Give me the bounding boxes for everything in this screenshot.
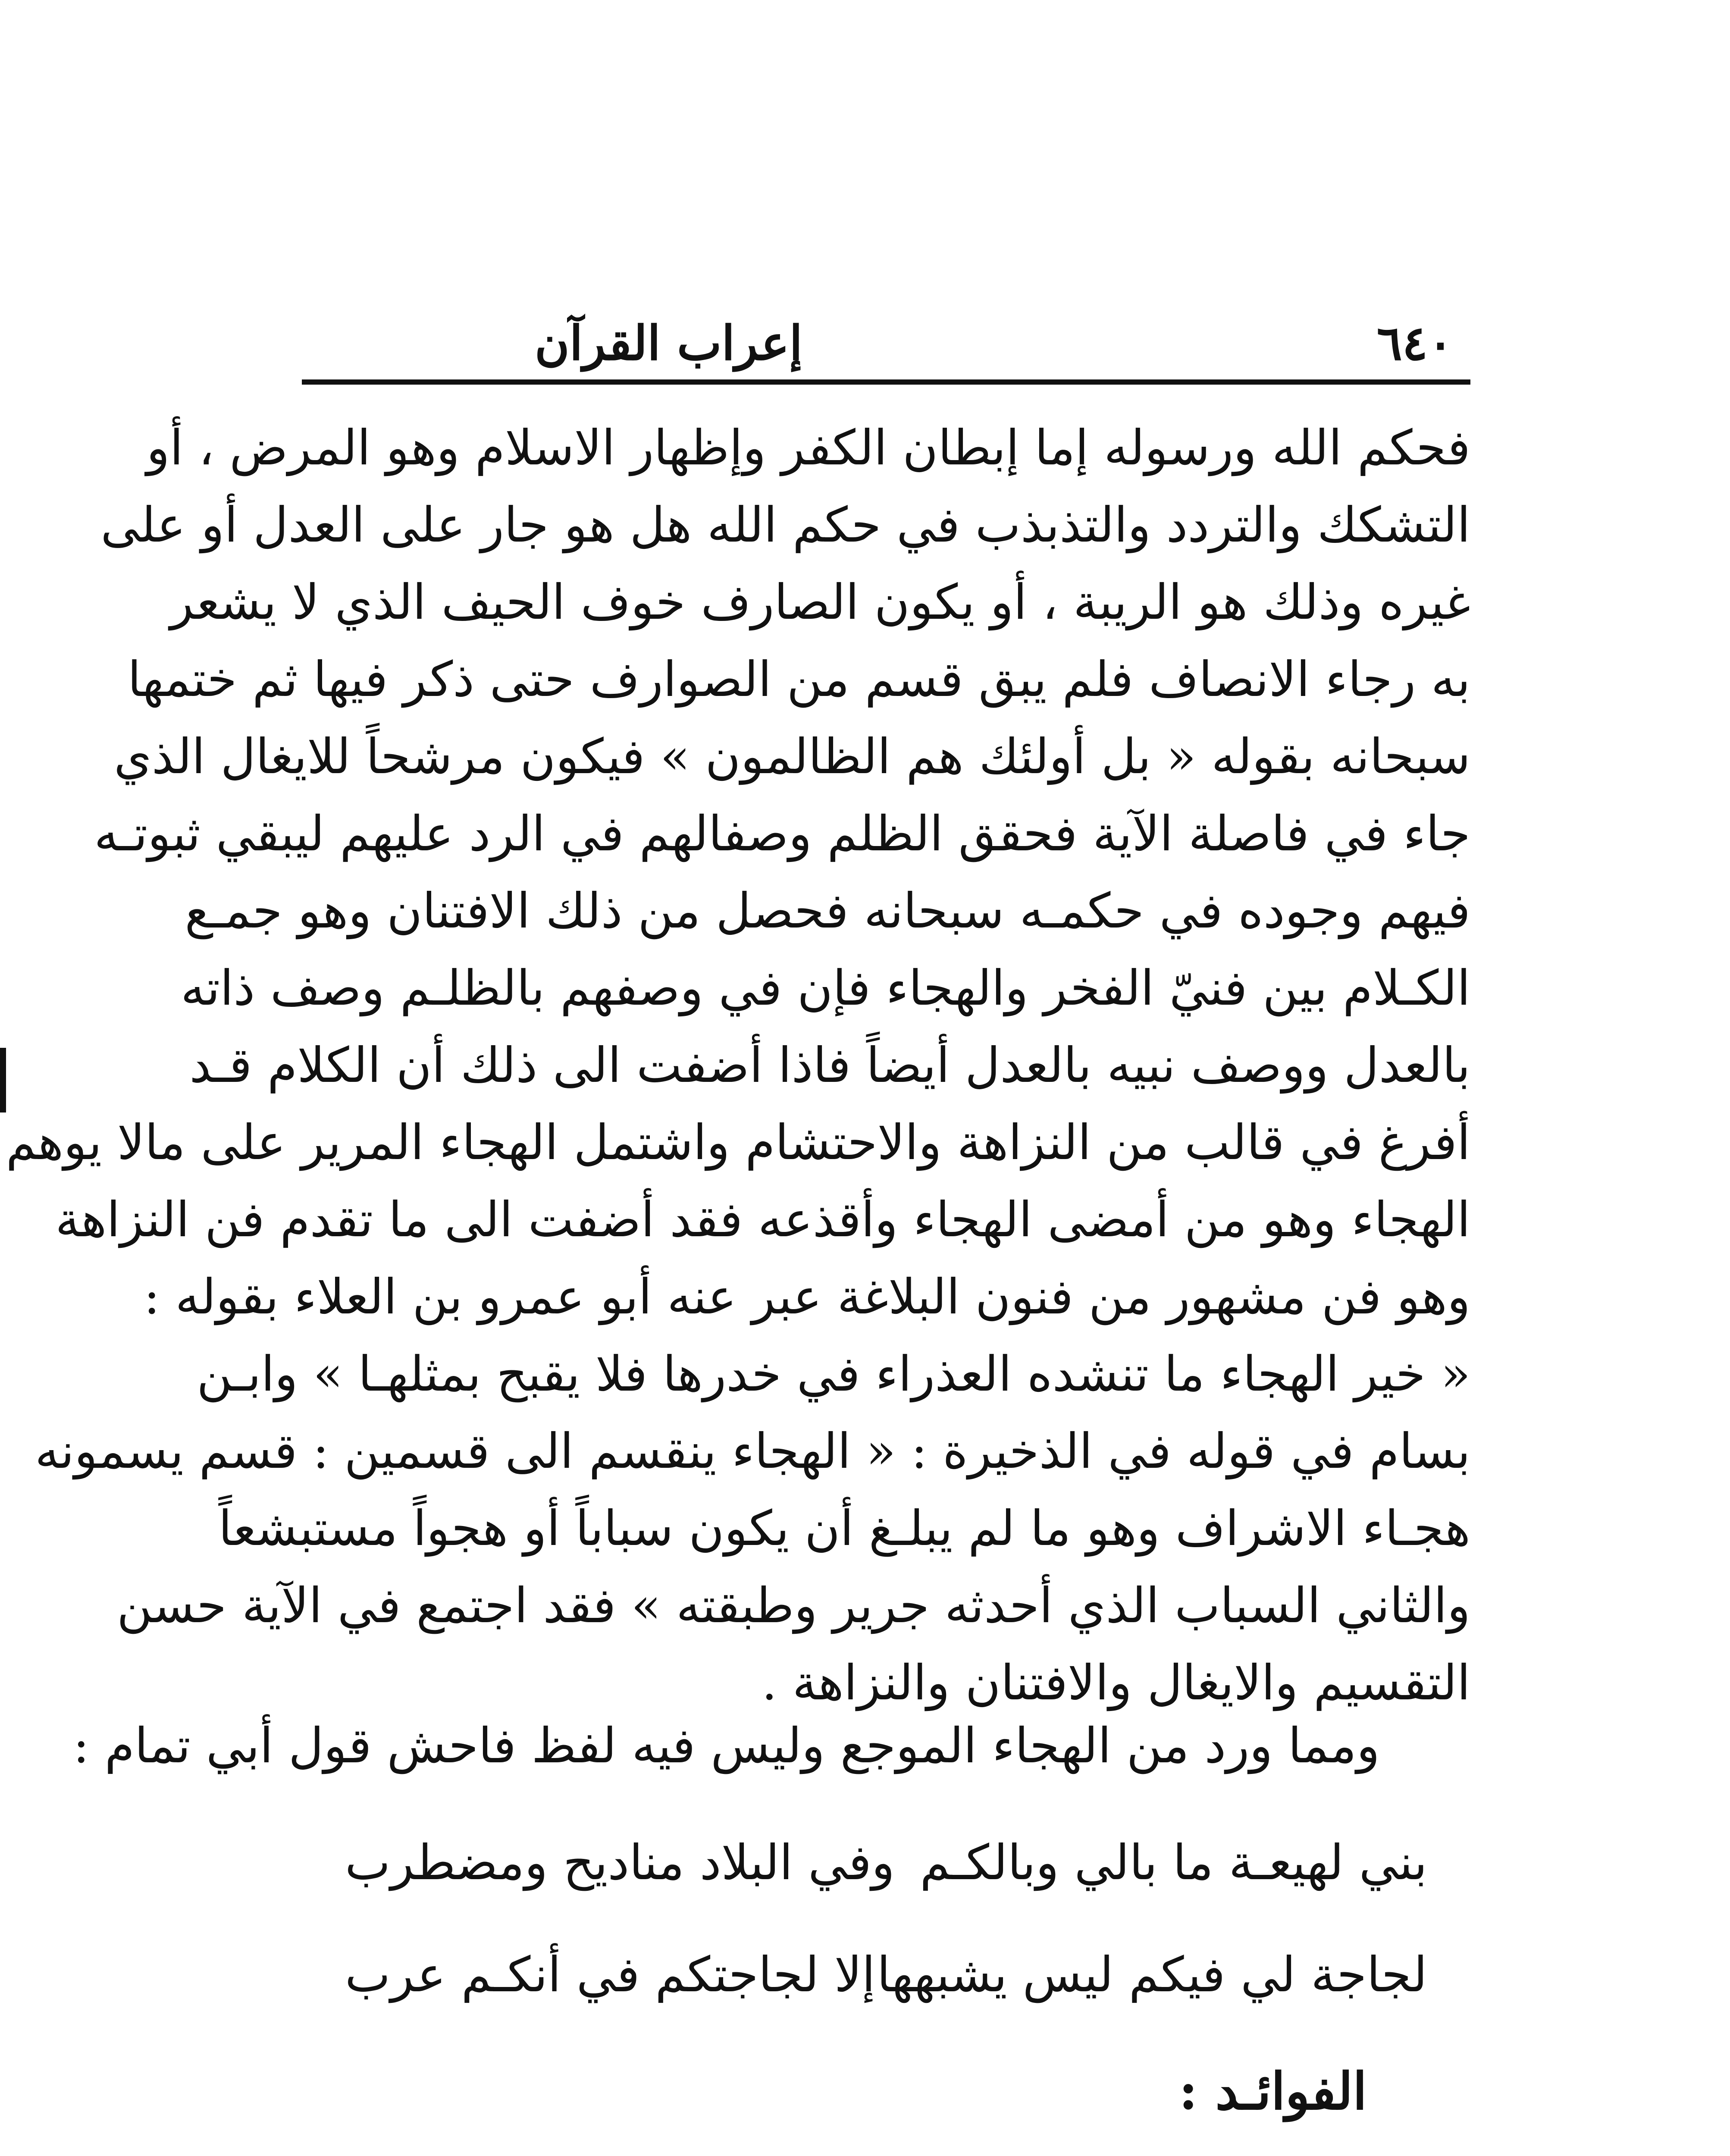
paragraph-line: بسام في قوله في الذخيرة : « الهجاء ينقسم الى قسمين : قسم يسمونه <box>34 1423 1470 1479</box>
paragraph-line: « خير الهجاء ما تنشده العذراء في خدرها فلا يقبح بمثلهـا » وابـن <box>197 1346 1470 1402</box>
paragraph-line: الكـلام بين فنيّ الفخر والهجاء فإن في وصفهم بالظلـم وصف ذاته <box>181 960 1470 1016</box>
section-heading-benefits: الفوائـد : <box>1178 2061 1367 2121</box>
poem-intro-line: ومما ورد من الهجاء الموجع وليس فيه لفظ فاحش قول أبي تمام : <box>73 1718 1380 1774</box>
paragraph-line: هجـاء الاشراف وهو ما لم يبلـغ أن يكون سباباً أو هجواً مستبشعاً <box>218 1501 1470 1557</box>
paragraph-line: بالعدل ووصف نبيه بالعدل أيضاً فاذا أضفت الى ذلك أن الكلام قـد <box>189 1037 1470 1094</box>
paragraph-line: به رجاء الانصاف فلم يبق قسم من الصوارف حتى ذكر فيها ثم ختمها <box>127 652 1470 708</box>
paragraph-line: جاء في فاصلة الآية فحقق الظلم وصفالهم في الرد عليهم ليبقي ثبوتـه <box>94 806 1470 862</box>
verse-first-hemistich: لجاجة لي فيكم ليس يشبهها <box>877 1947 1427 2003</box>
page-number: ٦٤٠ <box>1376 315 1453 371</box>
scan-margin-mark <box>0 1048 6 1112</box>
paragraph-line-last: التقسيم والايغال والافتنان والنزاهة . <box>762 1655 1470 1711</box>
paragraph-line: غيره وذلك هو الريبة ، أو يكون الصارف خوف الحيف الذي لا يشعر <box>170 574 1470 630</box>
running-title: إعراب القرآن <box>535 315 803 371</box>
paragraph-line: سبحانه بقوله « بل أولئك هم الظالمون » فيكون مرشحاً للايغال الذي <box>114 729 1470 785</box>
page-header <box>302 302 1470 371</box>
paragraph-line: فيهم وجوده في حكمـه سبحانه فحصل من ذلك الافتنان وهو جمـع <box>185 883 1470 939</box>
poem-verse <box>345 1824 1427 1902</box>
main-paragraph <box>6 410 1470 1722</box>
poem-verse <box>345 1936 1427 2014</box>
paragraph-line: فحكم الله ورسوله إما إبطان الكفر وإظهار الاسلام وهو المرض ، أو <box>146 420 1470 476</box>
paragraph-line: الهجاء وهو من أمضى الهجاء وأقذعه فقد أضفت الى ما تقدم فن النزاهة <box>55 1192 1470 1248</box>
paragraph-line: أفرغ في قالب من النزاهة والاحتشام واشتمل الهجاء المرير على مالا يوهم <box>6 1115 1470 1171</box>
verse-second-hemistich: إلا لجاجتكم في أنكـم عرب <box>345 1947 875 2003</box>
verse-second-hemistich: وفي البلاد مناديح ومضطرب <box>345 1835 895 1891</box>
paragraph-line: وهو فن مشهور من فنون البلاغة عبر عنه أبو عمرو بن العلاء بقوله : <box>144 1269 1470 1325</box>
paragraph-line: والثاني السباب الذي أحدثه جرير وطبقته » فقد اجتمع في الآية حسن <box>116 1578 1470 1634</box>
verse-first-hemistich: بني لهيعـة ما بالي وبالكـم <box>920 1835 1427 1891</box>
header-rule <box>302 379 1470 385</box>
paragraph-line: التشكك والتردد والتذبذب في حكم الله هل هو جار على العدل أو على <box>100 497 1470 553</box>
